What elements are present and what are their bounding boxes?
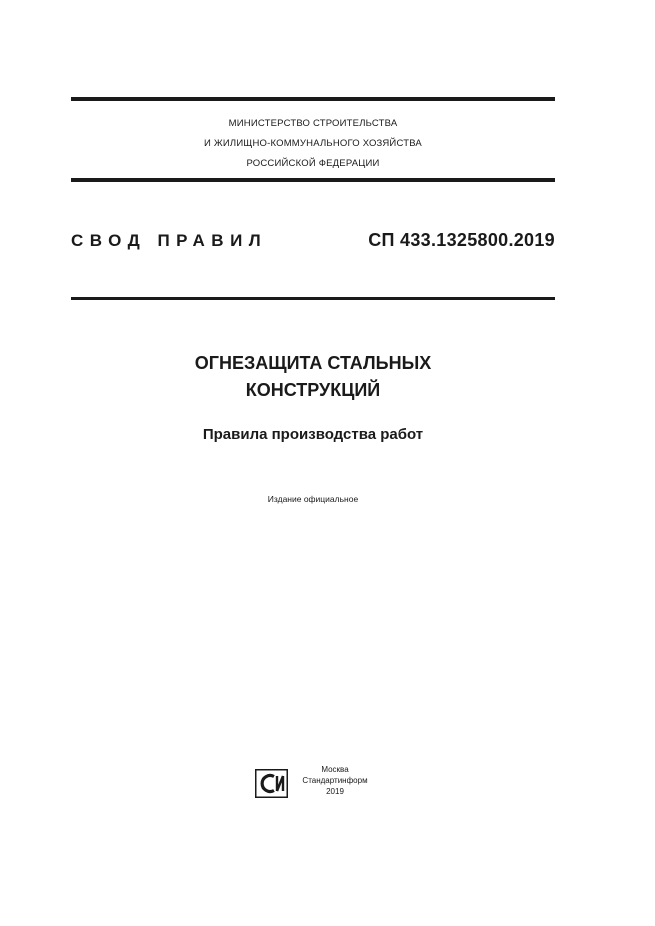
publisher-city: Москва — [321, 765, 349, 774]
publisher-name: Стандартинформ — [302, 776, 368, 785]
header-bottom-divider — [71, 178, 555, 182]
title-line-1: ОГНЕЗАЩИТА СТАЛЬНЫХ — [194, 353, 432, 373]
document-code: СП 433.1325800.2019 — [368, 230, 555, 250]
publisher-info — [290, 764, 380, 797]
top-divider — [71, 97, 555, 101]
ministry-line-2: И ЖИЛИЩНО-КОММУНАЛЬНОГО ХОЗЯЙСТВА — [204, 138, 422, 149]
edition-note: Издание официальное — [267, 494, 359, 504]
ministry-line-3: РОССИЙСКОЙ ФЕДЕРАЦИИ — [246, 158, 380, 169]
document-type: СВОД ПРАВИЛ — [71, 231, 268, 250]
title-line-2: КОНСТРУКЦИЙ — [245, 380, 381, 400]
ministry-header — [71, 114, 555, 174]
ministry-line-1: МИНИСТЕРСТВО СТРОИТЕЛЬСТВА — [228, 118, 398, 129]
document-title — [71, 350, 555, 404]
standartinform-logo-icon — [255, 769, 288, 798]
document-subtitle: Правила производства работ — [202, 426, 424, 443]
designation-divider — [71, 297, 555, 300]
publisher-year: 2019 — [326, 787, 344, 796]
